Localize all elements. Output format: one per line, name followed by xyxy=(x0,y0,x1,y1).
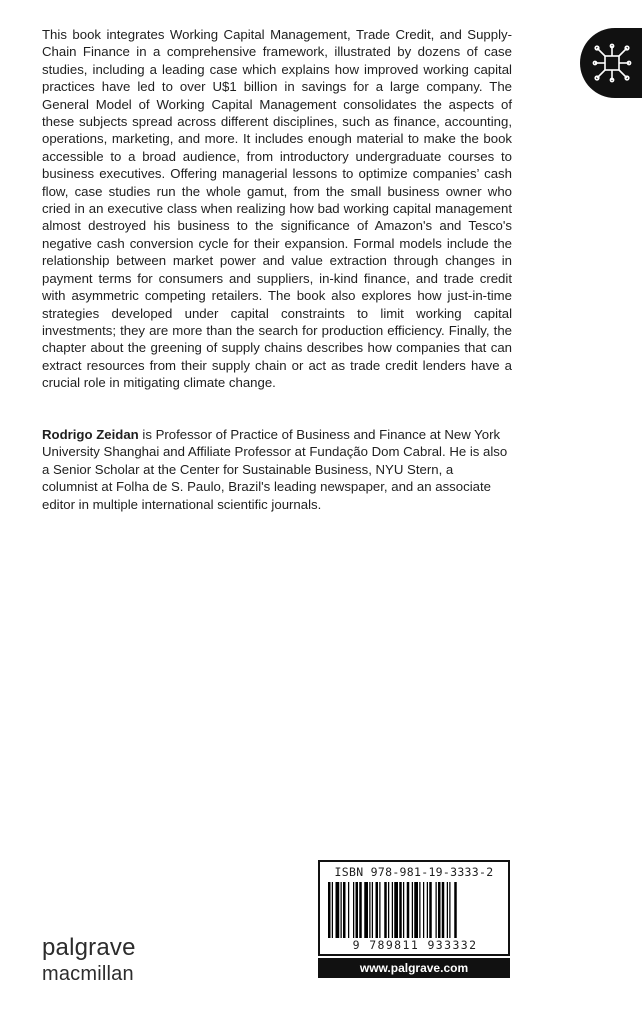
barcode-bars xyxy=(326,882,504,942)
barcode-bar xyxy=(353,882,354,942)
author-bio xyxy=(42,426,512,513)
barcode-bar xyxy=(419,882,420,942)
barcode-bar xyxy=(423,882,424,942)
barcode-bar xyxy=(429,882,432,942)
barcode-bar xyxy=(356,882,359,942)
author-name: Rodrigo Zeidan xyxy=(42,427,139,442)
barcode-bar xyxy=(392,882,393,942)
publisher-name-line2: macmillan xyxy=(42,963,134,985)
barcode-bar xyxy=(376,882,379,942)
barcode-bar xyxy=(328,882,331,942)
barcode-bar xyxy=(364,882,368,942)
barcode-bar xyxy=(369,882,370,942)
barcode-bar xyxy=(343,882,346,942)
barcode-bar xyxy=(359,882,362,942)
barcode-bar xyxy=(384,882,387,942)
barcode-bar xyxy=(403,882,404,942)
barcode-bar xyxy=(379,882,380,942)
barcode-bar xyxy=(332,882,333,942)
publisher-logo xyxy=(42,936,136,986)
barcode-bar xyxy=(447,882,448,942)
network-node-icon xyxy=(592,43,632,83)
isbn-label: ISBN 978-981-19-3333-2 xyxy=(334,865,494,879)
barcode-bar xyxy=(414,882,418,942)
barcode-bar xyxy=(348,882,349,942)
barcode-bar xyxy=(388,882,389,942)
publisher-url: www.palgrave.com xyxy=(318,958,510,978)
isbn-barcode xyxy=(318,860,510,956)
book-description: This book integrates Working Capital Management, Trade Credit, and Supply-Chain Finance in a comprehensive framework, illustrated by dozens of case studies, including a leading case which explains how improved working capital practices have led to over U$1 billion in savings for a large company. The General Model of Working Capital Management consolidates the aspects of these subjects spread across different disciplines, such as finance, accounting, operations, marketing, and more. It includes enough material to make the book accessible to a broad audience, from introductory undergraduate courses to business executives. Offering managerial lessons to optimize companies’ cash flow, case studies run the whole gamut, from the small business owner who cried in an executive class when realizing how bad working capital management almost destroyed his business to the significance of Amazon's and Tesco's negative cash conversion cycle for their expansion. Formal models include the relationship between market power and value extraction through changes in payment terms for consumers and suppliers, in-kind finance, and trade credit with asymmetric competing retailers. The book also explores how just-in-time strategies developed under capital constraints to limit working capital investments; they are more than the search for production efficiency. Finally, the chapter about the greening of supply chains describes how companies that can extract resources from their supply chain or act as trade credit lenders have a crucial role in mitigating climate change. xyxy=(42,27,512,391)
barcode-bar xyxy=(436,882,437,942)
barcode-digits: 9 789811 933332 xyxy=(324,938,506,952)
barcode-bar xyxy=(372,882,373,942)
barcode-bar xyxy=(341,882,342,942)
barcode-bar xyxy=(442,882,445,942)
barcode-bar xyxy=(407,882,410,942)
barcode-bar xyxy=(427,882,428,942)
series-tab xyxy=(580,28,642,98)
barcode-bar xyxy=(438,882,441,942)
publisher-name-line1: palgrave xyxy=(42,934,136,961)
barcode-bar xyxy=(449,882,450,942)
author-bio-text: is Professor of Practice of Business and Finance at New York University Shanghai and Affiliate Professor at Fundação Dom Cabral. He is also a Senior Scholar at the Center for Sustainable Business, NYU Stern, a columnist at Folha de S. Paulo, Brazil's leading newspaper, and an associate editor in multiple international scientific journals. xyxy=(42,427,508,512)
barcode-bar xyxy=(412,882,413,942)
barcode-bar xyxy=(394,882,398,942)
barcode-bar xyxy=(336,882,340,942)
barcode-bar xyxy=(454,882,457,942)
barcode-bar xyxy=(399,882,402,942)
